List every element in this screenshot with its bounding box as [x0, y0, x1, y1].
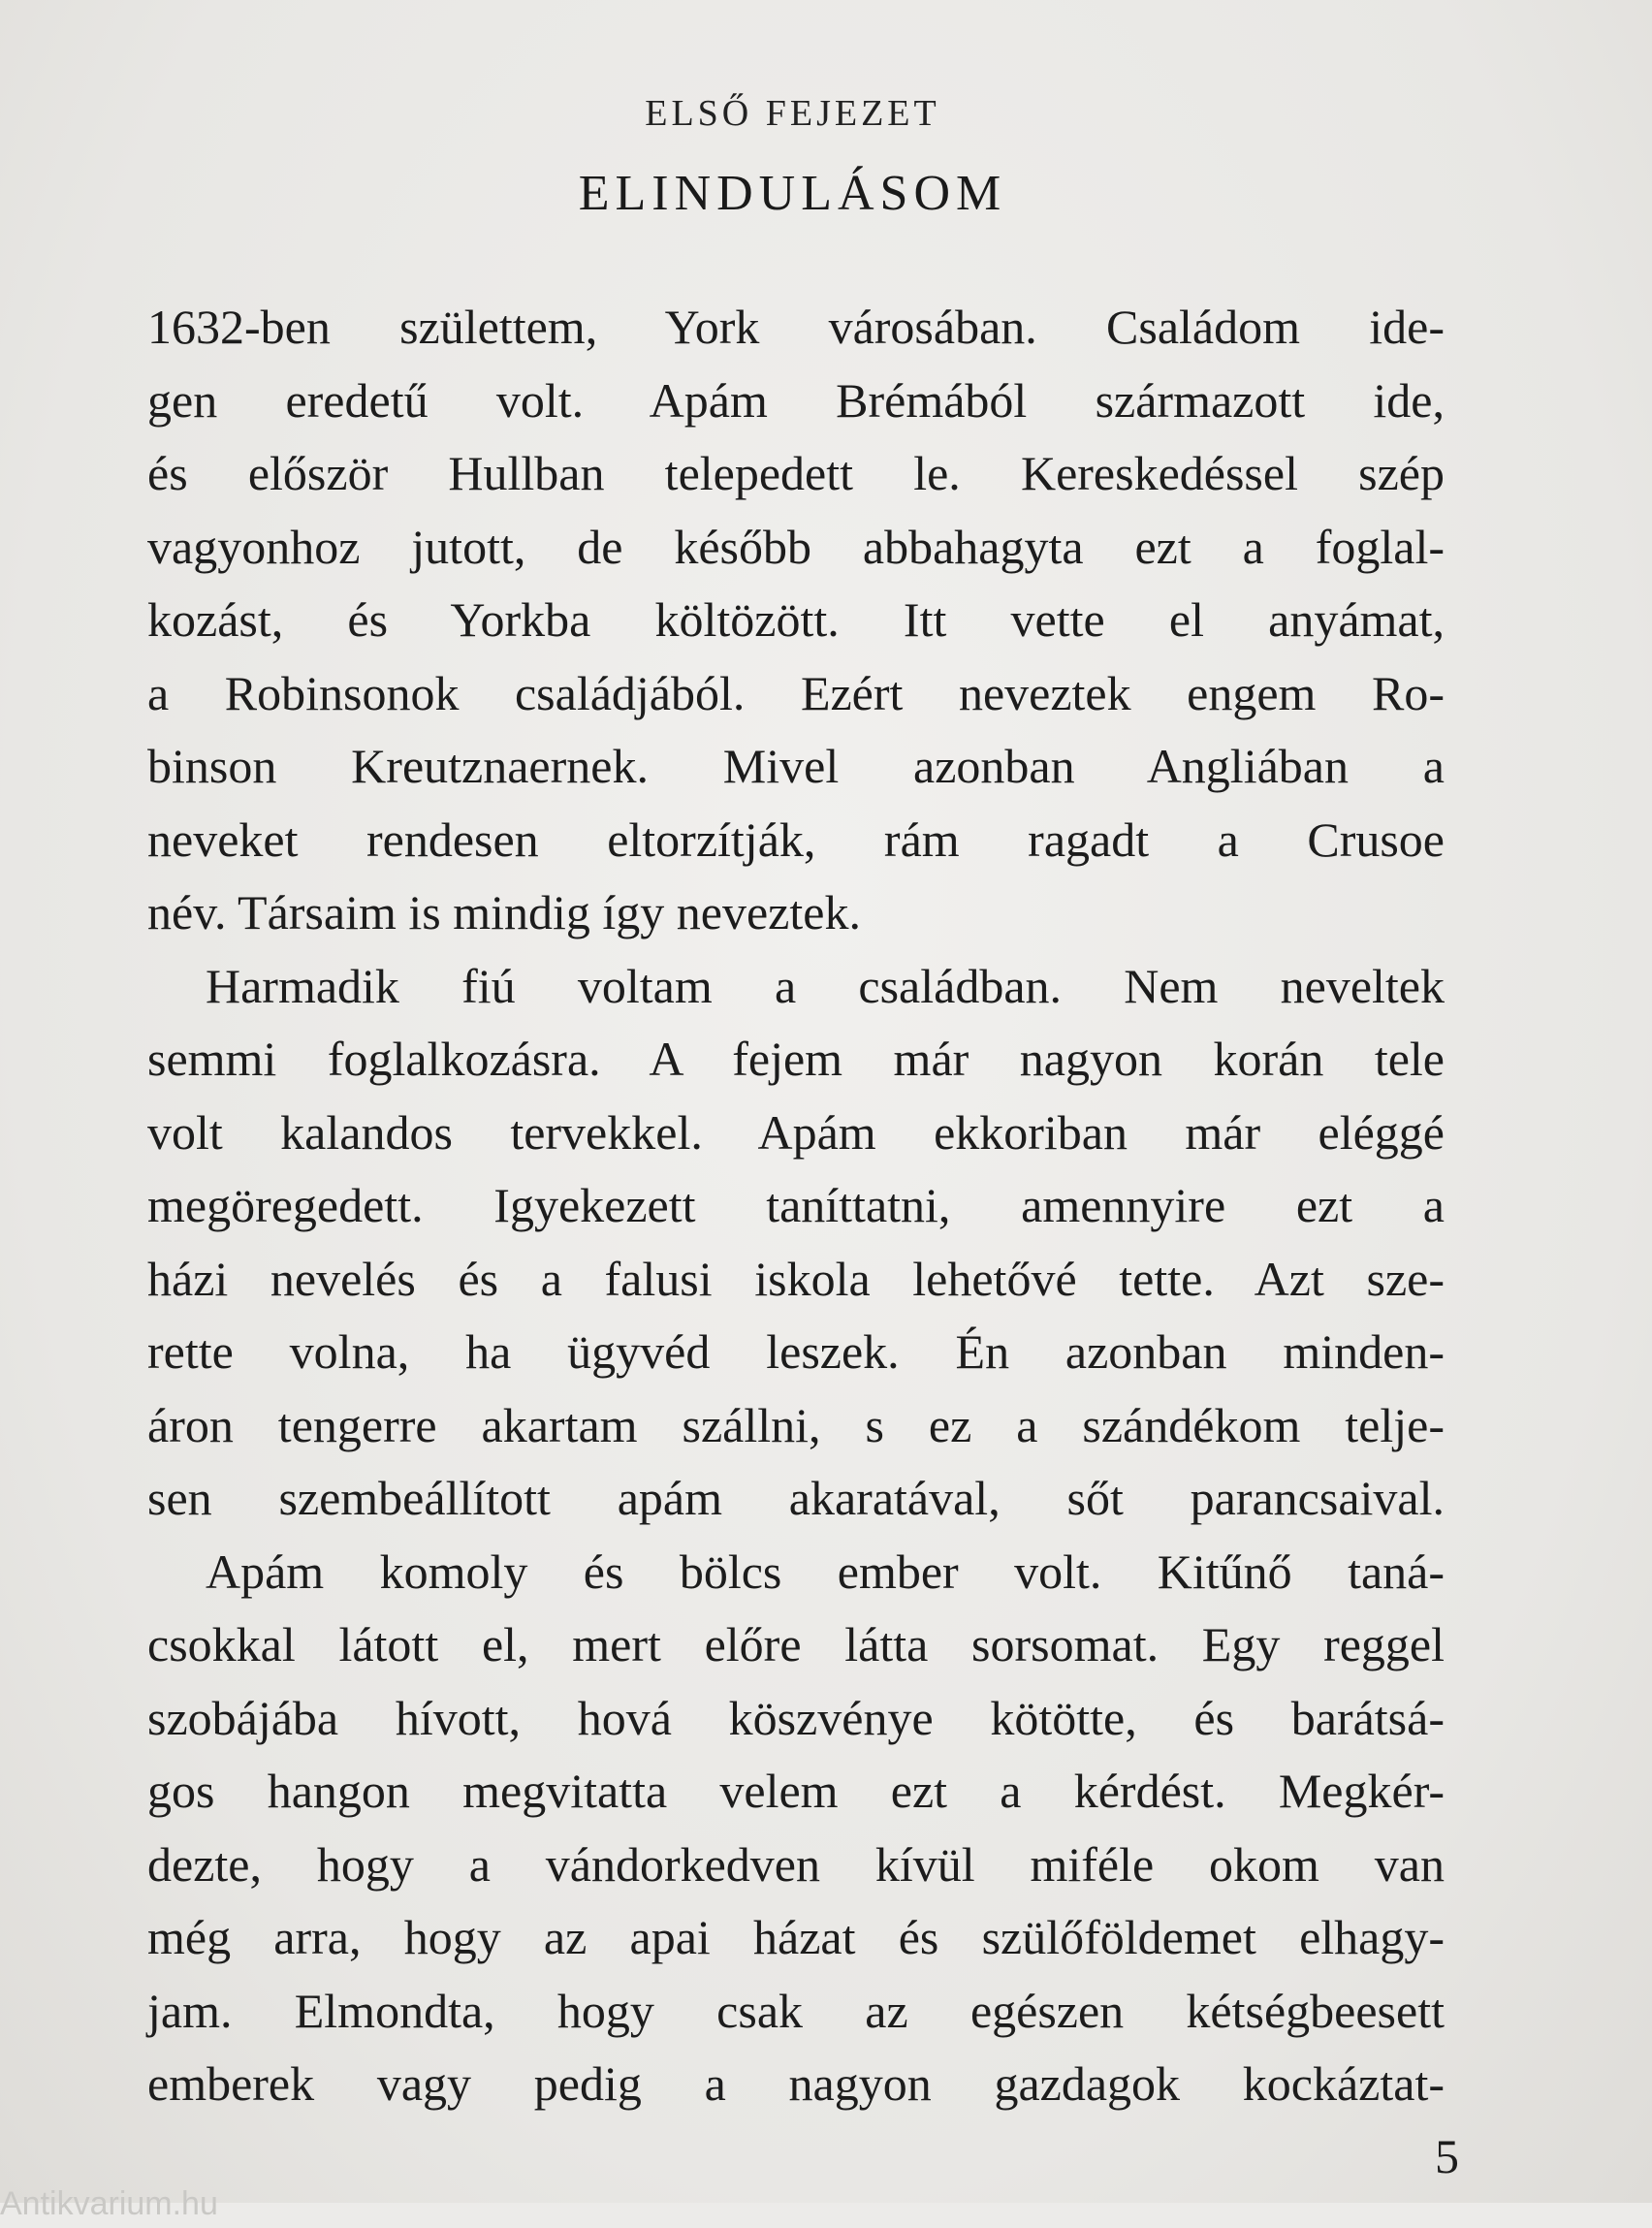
text-line: csokkal látott el, mert előre látta sorsomat. Egy reggel — [147, 1617, 1445, 1671]
text-line: kozást, és Yorkba költözött. Itt vette el anyámat, — [147, 592, 1445, 647]
body-text — [147, 291, 1445, 2121]
chapter-title: ELINDULÁSOM — [578, 166, 1007, 221]
text-line: megöregedett. Igyekezett taníttatni, amennyire ezt a — [147, 1178, 1445, 1232]
text-line: 1632-ben születtem, York városában. Családom ide- — [147, 300, 1445, 354]
page-number: 5 — [1435, 2129, 1459, 2183]
text-line: név. Társaim is mindig így neveztek. — [147, 885, 861, 939]
text-line: még arra, hogy az apai házat és szülőföldemet elhagy- — [147, 1910, 1445, 1964]
text-line: dezte, hogy a vándorkedven kívül miféle okom van — [147, 1836, 1445, 1892]
text-line: szobájába hívott, hová köszvénye kötötte, és barátsá- — [147, 1690, 1445, 1745]
text-line: gen eredetű volt. Apám Brémából származott ide, — [147, 372, 1445, 428]
text-line: áron tengerre akartam szállni, s ez a szándékom telje- — [147, 1397, 1445, 1452]
text-line: házi nevelés és a falusi iskola lehetővé tette. Azt sze- — [147, 1251, 1445, 1306]
text-line: vagyonhoz jutott, de később abbahagyta ezt a foglal- — [147, 519, 1445, 574]
text-line: emberek vagy pedig a nagyon gazdagok kockáztat- — [147, 2056, 1445, 2111]
text-line: rette volna, ha ügyvéd leszek. Én azonban minden- — [147, 1324, 1445, 1379]
text-line: sen szembeállított apám akaratával, sőt parancsaival. — [147, 1471, 1445, 1525]
text-line: gos hangon megvitatta velem ezt a kérdést. Megkér- — [147, 1764, 1445, 1818]
text-line: Harmadik fiú voltam a családban. Nem neveltek — [206, 958, 1445, 1013]
text-line: volt kalandos tervekkel. Apám ekkoriban már eléggé — [147, 1104, 1445, 1160]
text-line: semmi foglalkozásra. A fejem már nagyon korán tele — [147, 1032, 1445, 1086]
chapter-number: ELSŐ FEJEZET — [645, 93, 940, 134]
text-line: jam. Elmondta, hogy csak az egészen kétségbeesett — [147, 1983, 1445, 2038]
text-line: és először Hullban telepedett le. Kereskedéssel szép — [147, 446, 1445, 500]
text-line: binson Kreutznaernek. Mivel azonban Angliában a — [147, 739, 1445, 793]
watermark: Antikvarium.hu — [0, 2185, 218, 2222]
text-line: a Robinsonok családjából. Ezért neveztek engem Ro- — [147, 665, 1445, 720]
text-line: neveket rendesen eltorzítják, rám ragadt a Crusoe — [147, 812, 1445, 867]
text-line: Apám komoly és bölcs ember volt. Kitűnő taná- — [206, 1544, 1445, 1599]
